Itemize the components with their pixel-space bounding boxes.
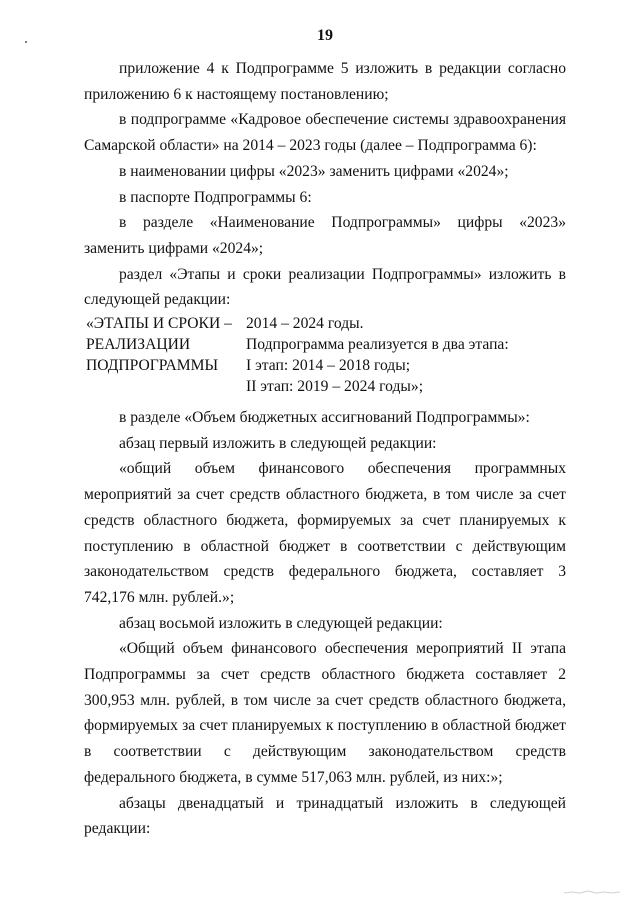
paragraph-name-digits: в наименовании цифры «2023» заменить цифрами «2024»; bbox=[119, 162, 509, 180]
stages-label-line: ПОДПРОГРАММЫ bbox=[86, 357, 219, 375]
paragraph-section-stages: раздел «Этапы и сроки реализации Подпрограммы» изложить в следующей редакции: bbox=[84, 265, 566, 309]
stages-value-line: II этап: 2019 – 2024 годы»; bbox=[246, 378, 424, 396]
stages-value-line: Подпрограмма реализуется в два этапа: bbox=[246, 336, 509, 354]
paragraph-eighth-abzac: абзац восьмой изложить в следующей редакции: bbox=[119, 614, 443, 632]
scan-artifact-smudge bbox=[562, 889, 622, 895]
paragraph-subprogram-6-intro: в подпрограмме «Кадровое обеспечение системы здравоохранения Самарской области» на 2014 – 2023 годы (далее – Подпрограмма 6): bbox=[84, 111, 566, 155]
stages-label-line: «ЭТАПЫ И СРОКИ – bbox=[86, 315, 232, 333]
stages-value bbox=[246, 313, 566, 397]
paragraph-first-abzac: абзац первый изложить в следующей редакции: bbox=[119, 434, 437, 452]
stages-value-line: I этап: 2014 – 2018 годы; bbox=[246, 357, 411, 375]
paragraph-passport: в паспорте Подпрограммы 6: bbox=[119, 188, 312, 206]
stages-value-line: 2014 – 2024 годы. bbox=[246, 315, 364, 333]
page-number: 19 bbox=[317, 27, 333, 44]
paragraph-section-name: в разделе «Наименование Подпрограммы» цифры «2023» заменить цифрами «2024»; bbox=[84, 214, 566, 257]
stages-label-line: РЕАЛИЗАЦИИ bbox=[86, 336, 191, 354]
document-body bbox=[84, 56, 566, 842]
paragraph-total-funding: «общий объем финансового обеспечения программных мероприятий за счет средств областного бюджета, в том числе за счет средств областного бюджета, формируемых за счет планируемых к поступлению в областной бюджет в соответствии с действующим законодательством средств федерального бюджета, составляет 3 742,176 млн. рублей.»; bbox=[84, 460, 566, 606]
paragraph-stage-2-funding: «Общий объем финансового обеспечения мероприятий II этапа Подпрограммы за счет средств областного бюджета составляет 2 300,953 млн. рублей, в том числе за счет средств областного бюджета, формируемых за счет планируемых к поступлению в областной бюджет в соответствии с действующим законодательством средств федерального бюджета, в сумме 517,063 млн. рублей, из них:»; bbox=[84, 640, 566, 786]
scan-artifact-dot bbox=[25, 41, 27, 43]
paragraph-twelfth-thirteenth: абзацы двенадцатый и тринадцатый изложить в следующей редакции: bbox=[84, 794, 566, 838]
paragraph-appendix-4: приложение 4 к Подпрограмме 5 изложить в редакции согласно приложению 6 к настоящему постановлению; bbox=[84, 60, 566, 103]
stages-label bbox=[86, 313, 246, 376]
paragraph-budget-section: в разделе «Объем бюджетных ассигнований Подпрограммы»: bbox=[119, 409, 530, 427]
stages-and-terms-block bbox=[84, 313, 566, 405]
